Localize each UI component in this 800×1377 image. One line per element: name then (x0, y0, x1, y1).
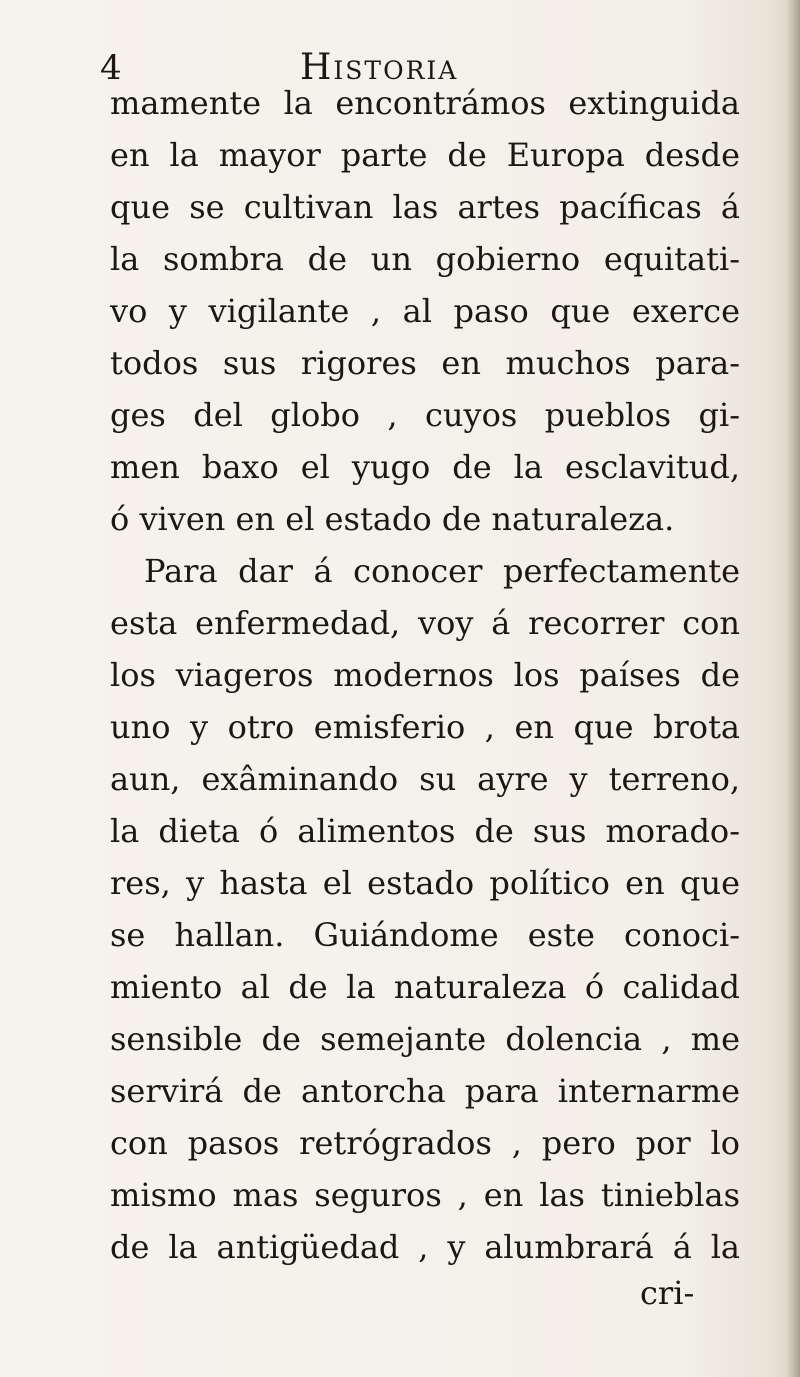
page-edge-shadow (786, 0, 800, 1377)
text-line: que se cultivan las artes pacíficas á (110, 188, 740, 226)
running-head: Historia (300, 47, 459, 88)
catchword: cri- (640, 1274, 695, 1312)
text-line: en la mayor parte de Europa desde (110, 136, 740, 174)
text-line: los viageros modernos los países de (110, 656, 740, 694)
text-line: men baxo el yugo de la esclavitud, (110, 448, 740, 486)
text-line: aun, exâminando su ayre y terreno, (110, 760, 740, 798)
text-line: todos sus rigores en muchos para- (110, 344, 740, 382)
text-line: mamente la encontrámos extinguida (110, 84, 740, 122)
text-line: con pasos retrógrados , pero por lo (110, 1124, 740, 1162)
text-line: la dieta ó alimentos de sus morado- (110, 812, 740, 850)
text-line: ges del globo , cuyos pueblos gi- (110, 396, 740, 434)
text-line: ó viven en el estado de naturaleza. (110, 500, 675, 538)
text-line: Para dar á conocer perfectamente (144, 552, 740, 590)
text-line: mismo mas seguros , en las tinieblas (110, 1176, 740, 1214)
text-line: sensible de semejante dolencia , me (110, 1020, 740, 1058)
text-line: la sombra de un gobierno equitati- (110, 240, 740, 278)
page-number: 4 (100, 48, 122, 88)
text-line: res, y hasta el estado político en que (110, 864, 740, 902)
text-line: de la antigüedad , y alumbrará á la (110, 1228, 740, 1266)
text-line: se hallan. Guiándome este conoci- (110, 916, 740, 954)
text-line: uno y otro emisferio , en que brota (110, 708, 740, 746)
text-line: esta enfermedad, voy á recorrer con (110, 604, 740, 642)
text-line: miento al de la naturaleza ó calidad (110, 968, 740, 1006)
text-line: vo y vigilante , al paso que exerce (110, 292, 740, 330)
text-line: servirá de antorcha para internarme (110, 1072, 740, 1110)
